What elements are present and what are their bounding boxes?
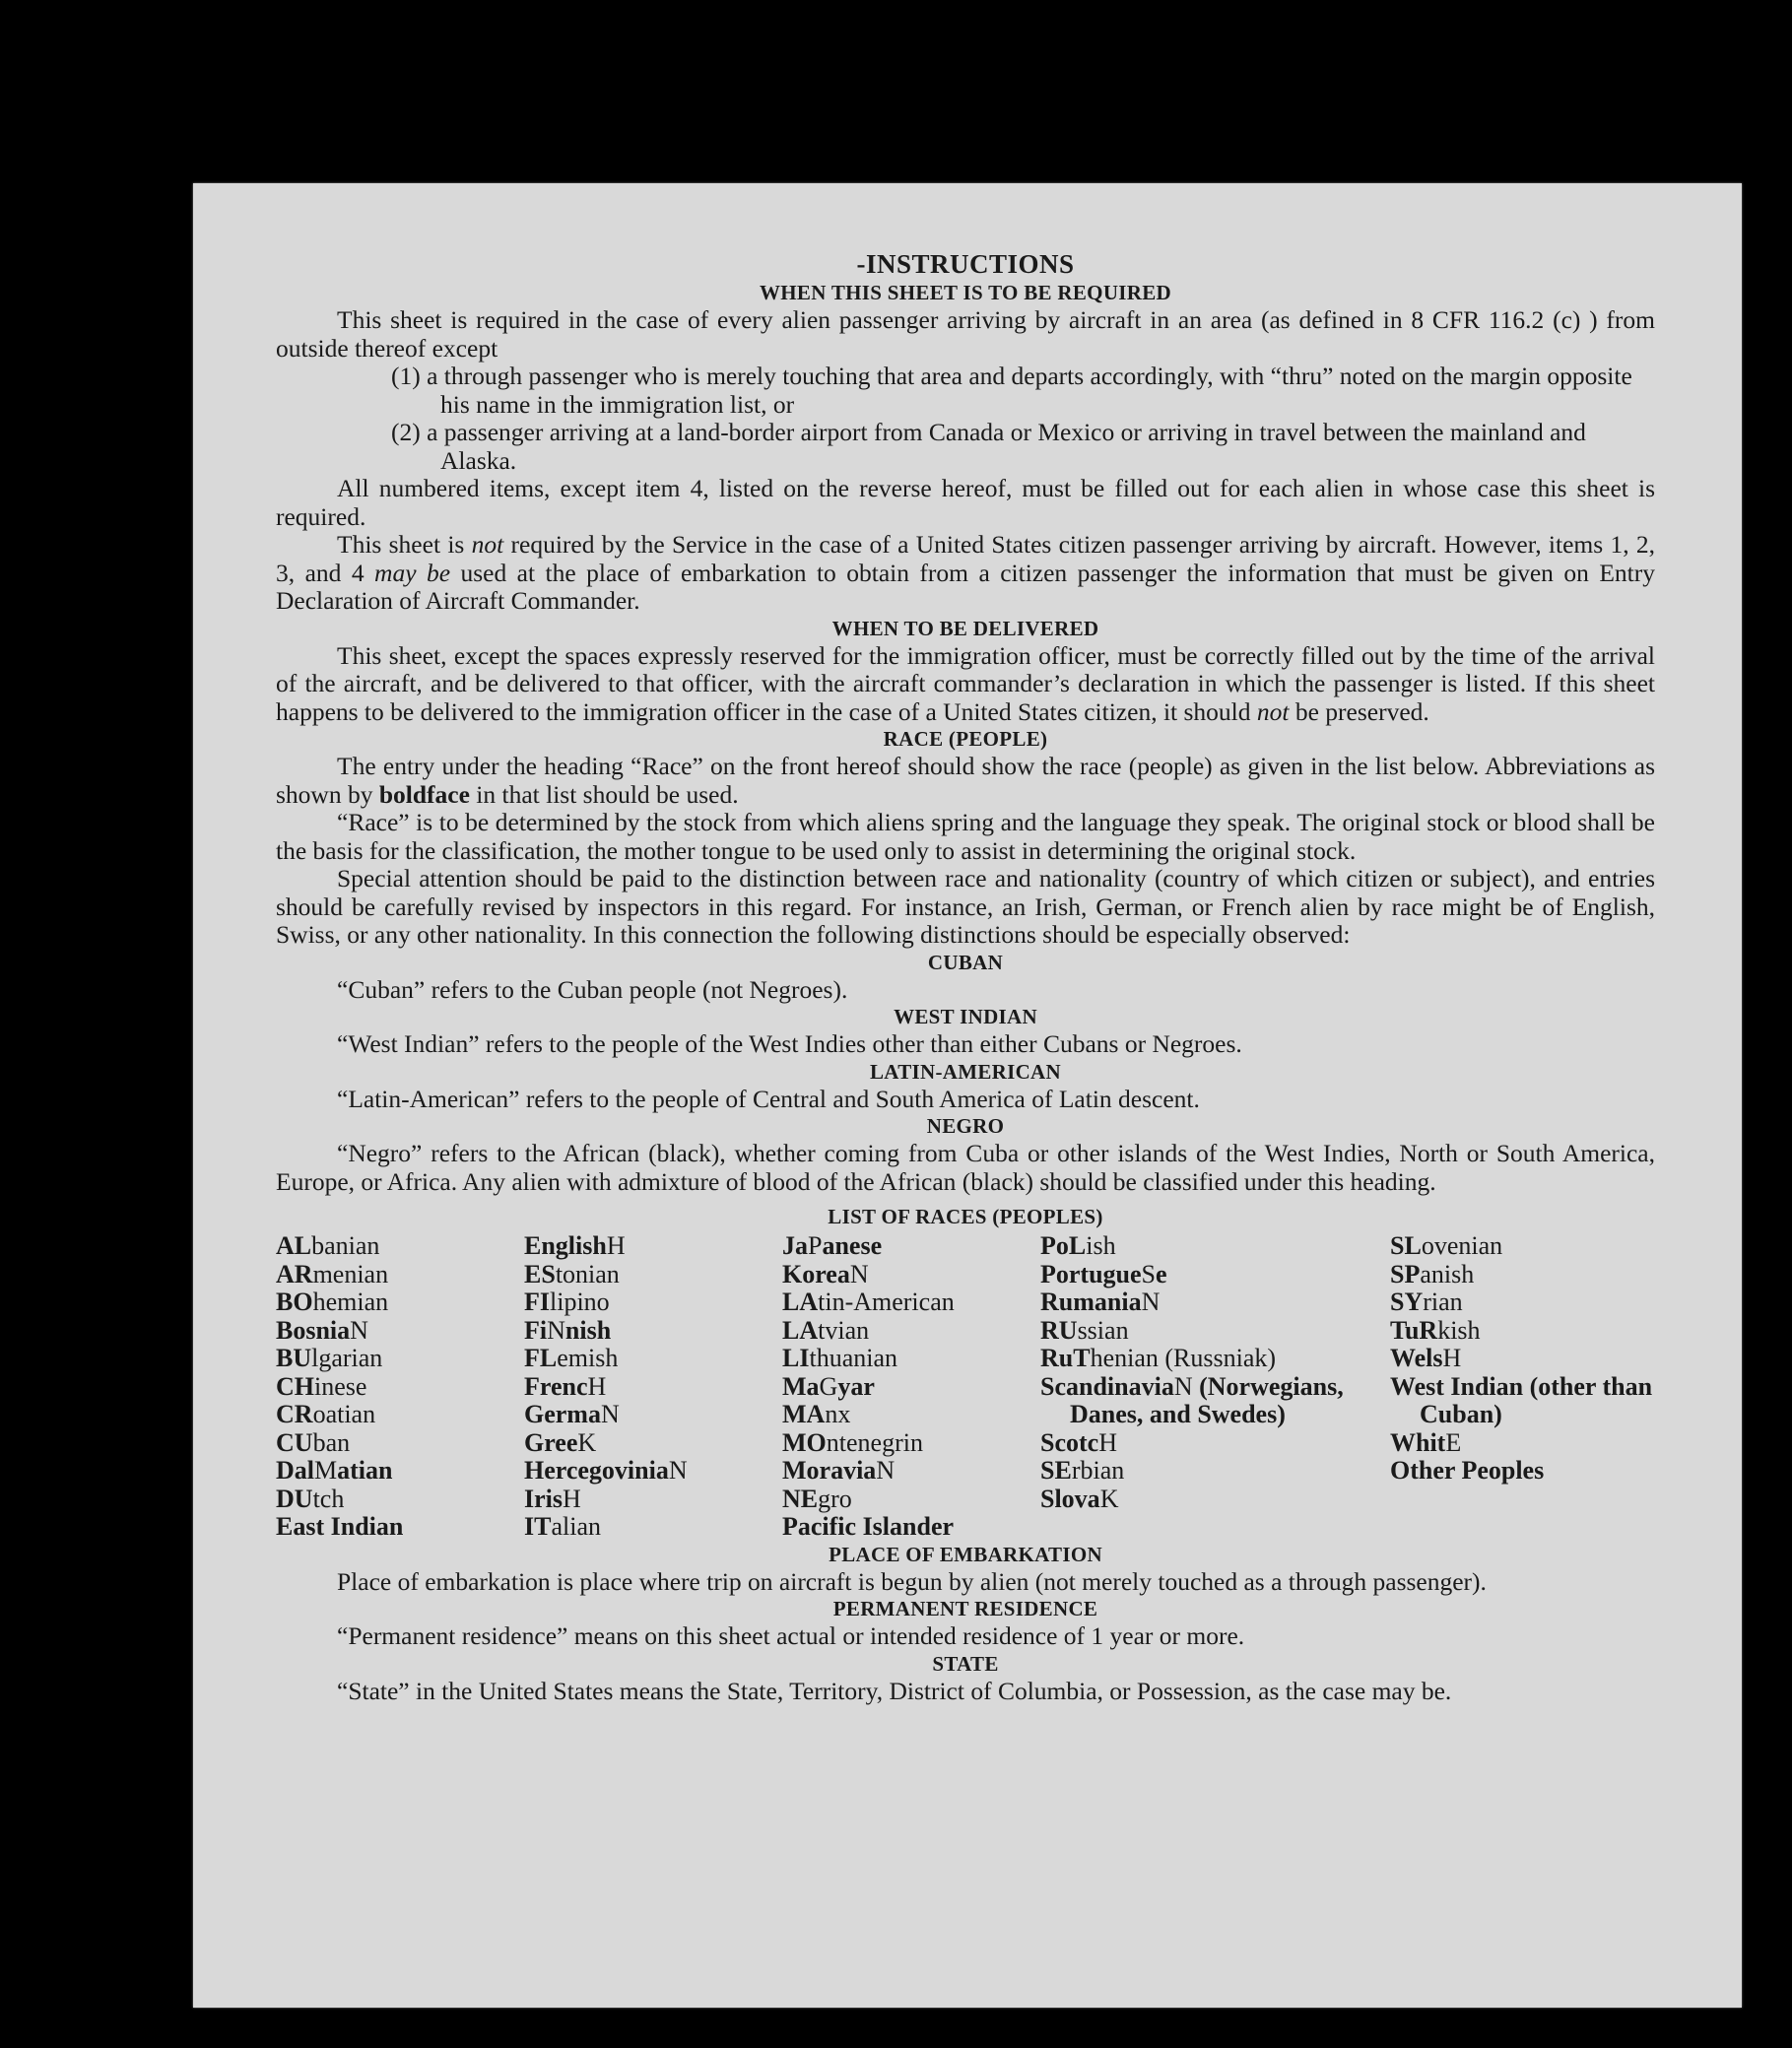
race-abbreviation: SE	[1040, 1456, 1072, 1485]
race-abbreviation: Moravia	[782, 1456, 877, 1485]
race-abbreviation: RuT	[1040, 1344, 1091, 1372]
race-abbreviation: Pacific Islander	[782, 1512, 955, 1541]
definition-cuban: “Cuban” refers to the Cuban people (not Negroes).	[337, 974, 848, 1004]
race-abbreviation: BU	[276, 1344, 312, 1372]
race-name-part: henian (Russniak)	[1090, 1344, 1277, 1372]
race-abbreviation: CR	[276, 1400, 313, 1428]
race-abbreviation: Wels	[1390, 1344, 1443, 1372]
race-abbreviation: Portugue	[1040, 1259, 1142, 1288]
race-name-part: ssian	[1077, 1315, 1129, 1345]
race-abbreviation: atian	[337, 1456, 393, 1485]
heading-state: STATE	[932, 1651, 999, 1676]
text-span: used at the place of embarkation to obtain from a citizen passenger the information that must be given on Entry Declaration of Aircraft Commander.	[276, 558, 1655, 615]
race-name-part: lipino	[550, 1288, 610, 1316]
race-entry	[524, 1345, 782, 1373]
race-name-part: ovenian	[1421, 1231, 1503, 1260]
heading-negro: NEGRO	[926, 1114, 1005, 1138]
race-abbreviation: LI	[782, 1344, 810, 1372]
race-name-part: thuanian	[809, 1344, 897, 1372]
document-page	[193, 183, 1742, 2008]
race-abbreviation: LA	[782, 1288, 819, 1316]
race-abbreviation: Scandinavia	[1040, 1371, 1174, 1401]
race-name-part: E	[1445, 1427, 1462, 1457]
race-entry	[782, 1317, 1040, 1346]
race-abbreviation: MA	[782, 1400, 826, 1428]
races-column	[524, 1232, 782, 1542]
race-name-part: emish	[557, 1344, 619, 1372]
page-title: -INSTRUCTIONS	[856, 249, 1075, 279]
race-name-part: tonian	[555, 1259, 620, 1288]
race-name-part: ban	[312, 1427, 351, 1457]
races-column	[782, 1232, 1040, 1542]
race-entry	[1390, 1288, 1655, 1317]
races-column	[1390, 1231, 1659, 1542]
race-name-part: N	[600, 1400, 620, 1428]
race-name-part: P	[808, 1231, 823, 1260]
race-name-part: H	[563, 1484, 581, 1513]
bold-text: boldface	[378, 779, 470, 809]
race-abbreviation: Frenc	[524, 1371, 588, 1401]
race-name-part: lgarian	[311, 1344, 383, 1372]
definition-latin-american: “Latin-American” refers to the people of Central and South America of Latin descent.	[337, 1084, 1200, 1113]
race-entry	[1390, 1232, 1655, 1261]
race-name-part: H	[587, 1371, 607, 1401]
race-name-part: alian	[551, 1512, 601, 1541]
race-name-part: anish	[1420, 1259, 1475, 1288]
race-entry	[524, 1457, 782, 1486]
text-span: in that list should be used.	[469, 779, 739, 809]
race-abbreviation: LA	[782, 1315, 819, 1345]
race-abbreviation: Fi	[524, 1315, 548, 1345]
race-name-part: N	[668, 1456, 688, 1485]
heading-west-indian: WEST INDIAN	[894, 1005, 1037, 1028]
race-abbreviation: Hercegovinia	[524, 1456, 669, 1485]
race-name-part: N	[1173, 1371, 1193, 1401]
race-entry	[782, 1513, 1040, 1542]
race-name-part: ntenegrin	[826, 1427, 923, 1457]
races-column	[276, 1232, 524, 1542]
italic-text: may be	[374, 558, 451, 587]
race-entry	[1390, 1345, 1655, 1373]
race-name-part: M	[314, 1456, 338, 1485]
race-entry	[782, 1232, 1040, 1261]
text-span: This sheet, except the spaces expressly reserved for the immigration officer, must be correctly filled out by the time of the arrival of the aircraft, and be delivered to that officer, with the aircraft commander’s declaration in which the passenger is listed. If this sheet happens to be delivered to the immigration officer in the case of a United States citizen, it should	[276, 640, 1655, 726]
race-abbreviation: Slova	[1040, 1484, 1100, 1513]
race-abbreviation: anese	[822, 1231, 883, 1260]
race-entry	[1390, 1261, 1655, 1289]
race-abbreviation: Dal	[276, 1456, 314, 1485]
exception-item-2: (2) a passenger arriving at a land-border airport from Canada or Mexico or arriving in travel between the mainland and Alaska.	[391, 418, 1586, 475]
race-name-part: tin-American	[818, 1288, 955, 1316]
race-abbreviation: (Norwegians, Danes, and Swedes)	[1070, 1371, 1351, 1428]
race-abbreviation: BO	[276, 1288, 313, 1316]
heading-place-of-embarkation: PLACE OF EMBARKATION	[829, 1542, 1102, 1566]
race-abbreviation: Ma	[782, 1371, 820, 1401]
race-abbreviation: nish	[564, 1315, 612, 1345]
race-name-part: H	[1098, 1427, 1117, 1457]
race-entry	[276, 1457, 524, 1486]
heading-cuban: CUBAN	[927, 950, 1004, 974]
definition-embarkation: Place of embarkation is place where trip on aircraft is begun by alien (not merely touched as a through passenger).	[337, 1566, 1487, 1596]
race-abbreviation: RU	[1040, 1315, 1078, 1345]
race-entry	[276, 1373, 524, 1402]
race-name-part: hemian	[312, 1288, 389, 1316]
race-entry	[782, 1345, 1040, 1373]
italic-text: not	[1256, 696, 1290, 726]
race-name-part: menian	[312, 1259, 389, 1288]
paragraph-race-entry	[276, 753, 1655, 809]
race-abbreviation: TuR	[1390, 1315, 1438, 1345]
race-entry	[782, 1288, 1040, 1317]
race-name-part: inese	[314, 1371, 367, 1401]
race-abbreviation: SL	[1390, 1231, 1422, 1260]
race-name-part: tvian	[818, 1315, 870, 1345]
race-name-part: N	[350, 1315, 368, 1345]
paragraph-delivered	[276, 642, 1655, 727]
race-name-part: H	[606, 1231, 626, 1260]
race-name-part: tch	[312, 1484, 345, 1513]
race-name-part: K	[1099, 1484, 1119, 1513]
italic-text: not	[471, 530, 504, 559]
race-abbreviation: SP	[1390, 1259, 1421, 1288]
races-column	[1040, 1232, 1390, 1542]
races-list	[276, 1231, 1659, 1542]
race-name-part: G	[819, 1371, 838, 1401]
race-abbreviation: MO	[782, 1427, 827, 1457]
race-entry	[276, 1513, 524, 1542]
heading-latin-american: LATIN-AMERICAN	[870, 1059, 1061, 1084]
race-entry	[524, 1288, 782, 1317]
race-entry	[782, 1429, 1040, 1458]
race-abbreviation: West Indian (other than Cuban)	[1390, 1371, 1659, 1428]
race-entry	[1040, 1429, 1390, 1458]
race-entry	[524, 1486, 782, 1514]
race-abbreviation: PoL	[1040, 1231, 1087, 1260]
race-name-part: gro	[818, 1484, 852, 1513]
race-abbreviation: Germa	[524, 1400, 601, 1428]
race-entry	[524, 1232, 782, 1261]
race-name-part: N	[1141, 1288, 1161, 1316]
race-name-part: N	[849, 1259, 869, 1288]
race-entry	[1390, 1457, 1655, 1486]
text-span: required by the Service in the case of a United States citizen passenger arriving by aircraft. However, items 1, 2, 3, and 4	[276, 530, 1655, 587]
race-entry	[782, 1401, 1040, 1429]
race-entry	[1040, 1373, 1390, 1429]
race-entry	[1040, 1261, 1390, 1289]
race-abbreviation: SY	[1390, 1288, 1424, 1316]
race-abbreviation: ES	[524, 1259, 556, 1288]
race-entry	[1040, 1486, 1390, 1514]
race-abbreviation: FL	[524, 1344, 558, 1372]
race-entry	[782, 1486, 1040, 1514]
race-abbreviation: AL	[276, 1231, 312, 1260]
race-name-part: nx	[825, 1400, 851, 1428]
definition-negro: “Negro” refers to the African (black), whether coming from Cuba or other islands of the West Indies, North or South America, Europe, or Africa. Any alien with admixture of blood of the African (black) should be classified under this heading.	[276, 1139, 1655, 1196]
race-name-part: rian	[1423, 1288, 1463, 1316]
race-abbreviation: Other Peoples	[1390, 1456, 1545, 1485]
definition-residence: “Permanent residence” means on this sheet actual or intended residence of 1 year or more.	[337, 1621, 1245, 1650]
paragraph-citizen	[276, 531, 1655, 616]
race-entry	[276, 1261, 524, 1289]
race-entry	[782, 1261, 1040, 1289]
race-entry	[1390, 1371, 1659, 1429]
race-entry	[524, 1373, 782, 1402]
race-entry	[782, 1457, 1040, 1486]
race-name-part: banian	[311, 1231, 380, 1260]
race-abbreviation: Ja	[782, 1231, 808, 1260]
race-entry	[1390, 1317, 1655, 1346]
race-entry	[276, 1401, 524, 1429]
race-name-part: H	[1442, 1344, 1462, 1372]
race-entry	[1040, 1288, 1390, 1317]
race-name-part: N	[876, 1456, 896, 1485]
text-span: be preserved.	[1289, 696, 1429, 726]
race-abbreviation: East Indian	[276, 1512, 404, 1541]
heading-race: RACE (PEOPLE)	[883, 727, 1048, 751]
race-name-part: kish	[1437, 1315, 1481, 1345]
race-name-part: N	[547, 1315, 565, 1345]
race-abbreviation: CU	[276, 1427, 313, 1457]
race-abbreviation: Whit	[1390, 1427, 1446, 1457]
race-entry	[524, 1429, 782, 1458]
definition-west-indian: “West Indian” refers to the people of the West Indies other than either Cubans or Negroes.	[337, 1029, 1242, 1058]
race-abbreviation: NE	[782, 1484, 819, 1513]
race-entry	[524, 1317, 782, 1346]
race-entry	[1040, 1317, 1390, 1346]
race-abbreviation: English	[524, 1231, 607, 1260]
race-entry	[524, 1401, 782, 1429]
paragraph-required: This sheet is required in the case of every alien passenger arriving by aircraft in an area (as defined in 8 CFR 116.2 (c) ) from outside thereof except	[276, 305, 1655, 363]
heading-list-of-races: LIST OF RACES (PEOPLES)	[828, 1205, 1103, 1228]
race-abbreviation: yar	[837, 1371, 875, 1401]
text-span: The entry under the heading “Race” on the front hereof should show the race (people) as given in the list below. Abbreviations as shown by	[276, 752, 1655, 809]
race-name-part: rbian	[1071, 1456, 1125, 1485]
race-abbreviation: Korea	[782, 1259, 850, 1288]
race-entry	[1390, 1429, 1655, 1458]
race-abbreviation: IT	[524, 1512, 552, 1541]
race-abbreviation: Rumania	[1040, 1288, 1142, 1316]
heading-when-delivered: WHEN TO BE DELIVERED	[831, 616, 1099, 640]
race-entry	[782, 1373, 1040, 1402]
race-entry	[276, 1486, 524, 1514]
race-name-part: ish	[1086, 1231, 1116, 1260]
race-abbreviation: Scotc	[1040, 1427, 1099, 1457]
race-name-part: S	[1141, 1259, 1157, 1288]
race-name-part: oatian	[312, 1400, 376, 1428]
heading-permanent-residence: PERMANENT RESIDENCE	[832, 1597, 1098, 1620]
paragraph-race-determined: “Race” is to be determined by the stock from which aliens spring and the language they speak. The original stock or blood shall be the basis for the classification, the mother tongue to be used only to assist in determining the original stock.	[276, 808, 1655, 865]
race-entry	[1040, 1232, 1390, 1261]
race-entry	[1040, 1345, 1390, 1373]
race-abbreviation: Iris	[524, 1484, 563, 1513]
race-entry	[524, 1261, 782, 1289]
race-abbreviation: FI	[524, 1288, 550, 1316]
instructions-content	[276, 248, 1659, 1705]
race-entry	[276, 1288, 524, 1317]
race-abbreviation: Gree	[524, 1427, 578, 1457]
paragraph-numbered-items: All numbered items, except item 4, listed on the reverse hereof, must be filled out for each alien in whose case this sheet is required.	[276, 474, 1655, 531]
exception-item-1: (1) a through passenger who is merely touching that area and departs accordingly, with “thru” noted on the margin opposite his name in the immigration list, or	[391, 362, 1632, 419]
race-abbreviation: AR	[276, 1259, 313, 1288]
race-abbreviation: CH	[276, 1371, 314, 1401]
race-abbreviation: Bosnia	[276, 1315, 351, 1345]
text-span: This sheet is	[337, 530, 472, 559]
race-entry	[276, 1317, 524, 1346]
race-abbreviation: DU	[276, 1484, 313, 1513]
race-name-part: K	[577, 1427, 597, 1457]
paragraph-race-nationality: Special attention should be paid to the distinction between race and nationality (country of which citizen or subject), and entries should be carefully revised by inspectors in this regard. For instance, an Irish, German, or French alien by race might be of English, Swiss, or any other nationality. In this connection the following distinctions should be especially observed:	[276, 864, 1655, 949]
race-entry	[1040, 1457, 1390, 1486]
race-entry	[276, 1232, 524, 1261]
heading-when-required: WHEN THIS SHEET IS TO BE REQUIRED	[759, 281, 1171, 304]
race-entry	[276, 1345, 524, 1373]
race-entry	[524, 1513, 782, 1542]
race-entry	[276, 1429, 524, 1458]
race-abbreviation: e	[1156, 1259, 1167, 1288]
definition-state: “State” in the United States means the State, Territory, District of Columbia, or Possession, as the case may be.	[337, 1676, 1452, 1705]
